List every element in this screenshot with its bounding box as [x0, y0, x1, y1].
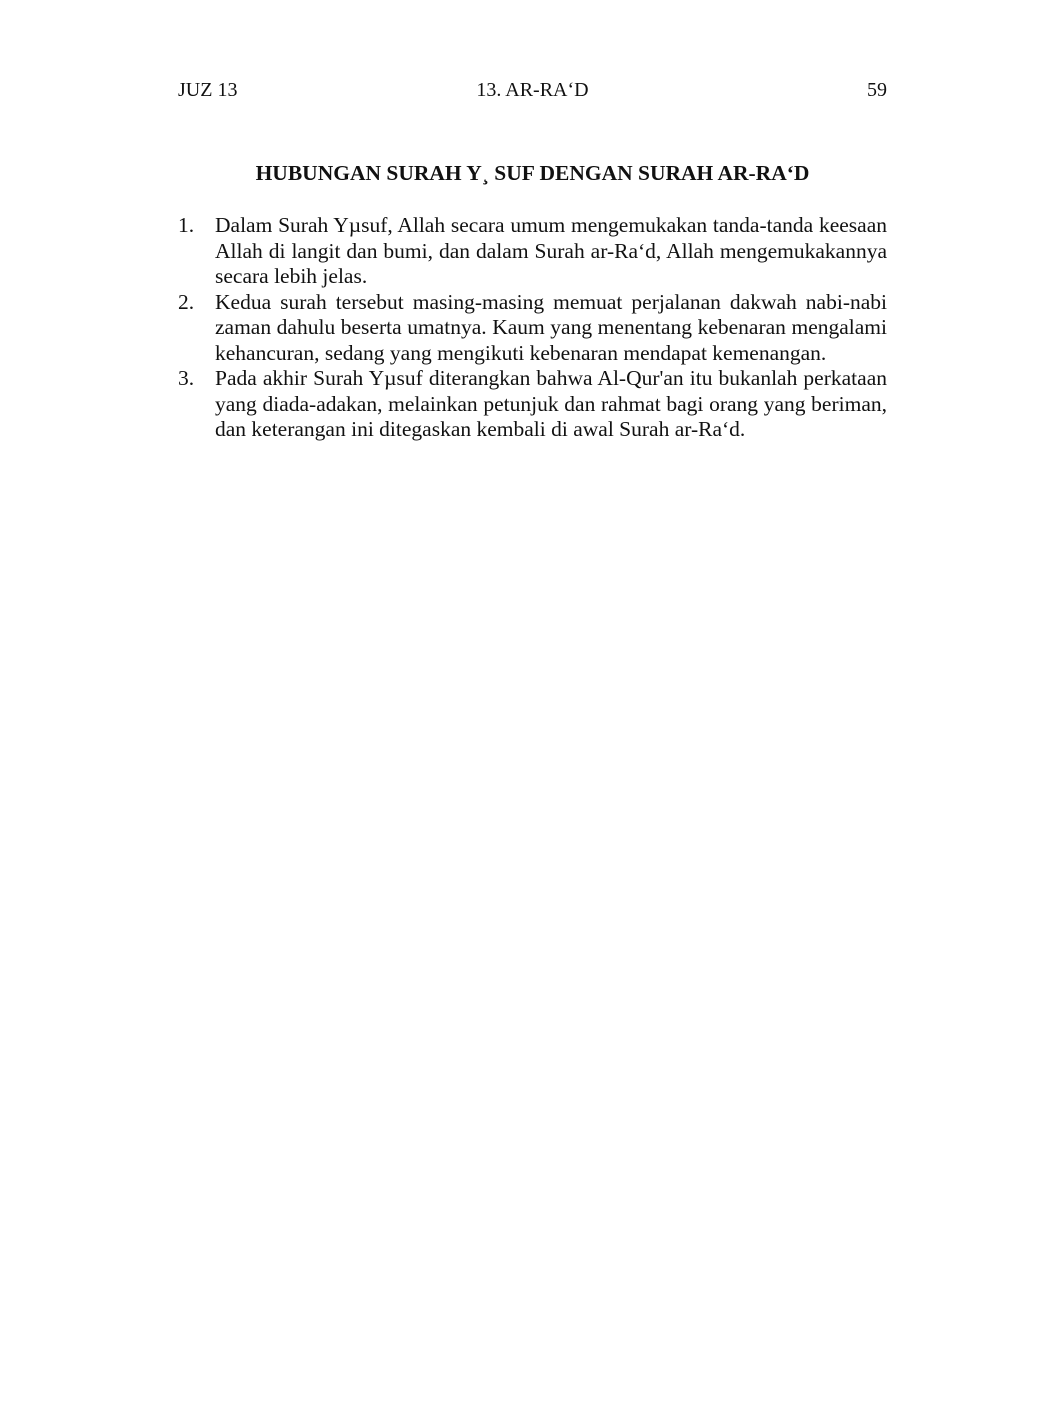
list-item-text: Kedua surah tersebut masing-masing memuat perjalanan dakwah nabi-nabi zaman dahulu beserta umatnya. Kaum yang menentang kebenaran mengalami kehancuran, sedang yang mengikuti kebenaran mendapat kemenangan.: [215, 289, 887, 365]
list-item: [178, 213, 887, 290]
list-item-number: 1.: [178, 213, 195, 237]
list-item: [178, 290, 887, 367]
list-item-text: Pada akhir Surah Yµsuf diterangkan bahwa Al-Qur'an itu bukanlah perkataan yang diada-adakan, melainkan petunjuk dan rahmat bagi orang yang beriman, dan keterangan ini ditegaskan kembali di awal Surah ar-Ra‘d.: [215, 366, 887, 441]
numbered-list: [178, 213, 887, 443]
list-item-number: 2.: [178, 289, 195, 314]
list-item: [178, 366, 887, 443]
list-item-number: 3.: [178, 366, 195, 390]
page-number: 59: [867, 79, 887, 101]
juz-label: JUZ 13: [178, 79, 238, 101]
section-title: HUBUNGAN SURAH Y¸ SUF DENGAN SURAH AR-RA‘D: [255, 161, 810, 185]
chapter-title: 13. AR-RA‘D: [476, 79, 589, 101]
running-header: [178, 76, 887, 104]
list-item-text: Dalam Surah Yµsuf, Allah secara umum mengemukakan tanda-tanda keesaan Allah di langit dan bumi, dan dalam Surah ar-Ra‘d, Allah mengemukakannya secara lebih jelas.: [215, 213, 887, 288]
